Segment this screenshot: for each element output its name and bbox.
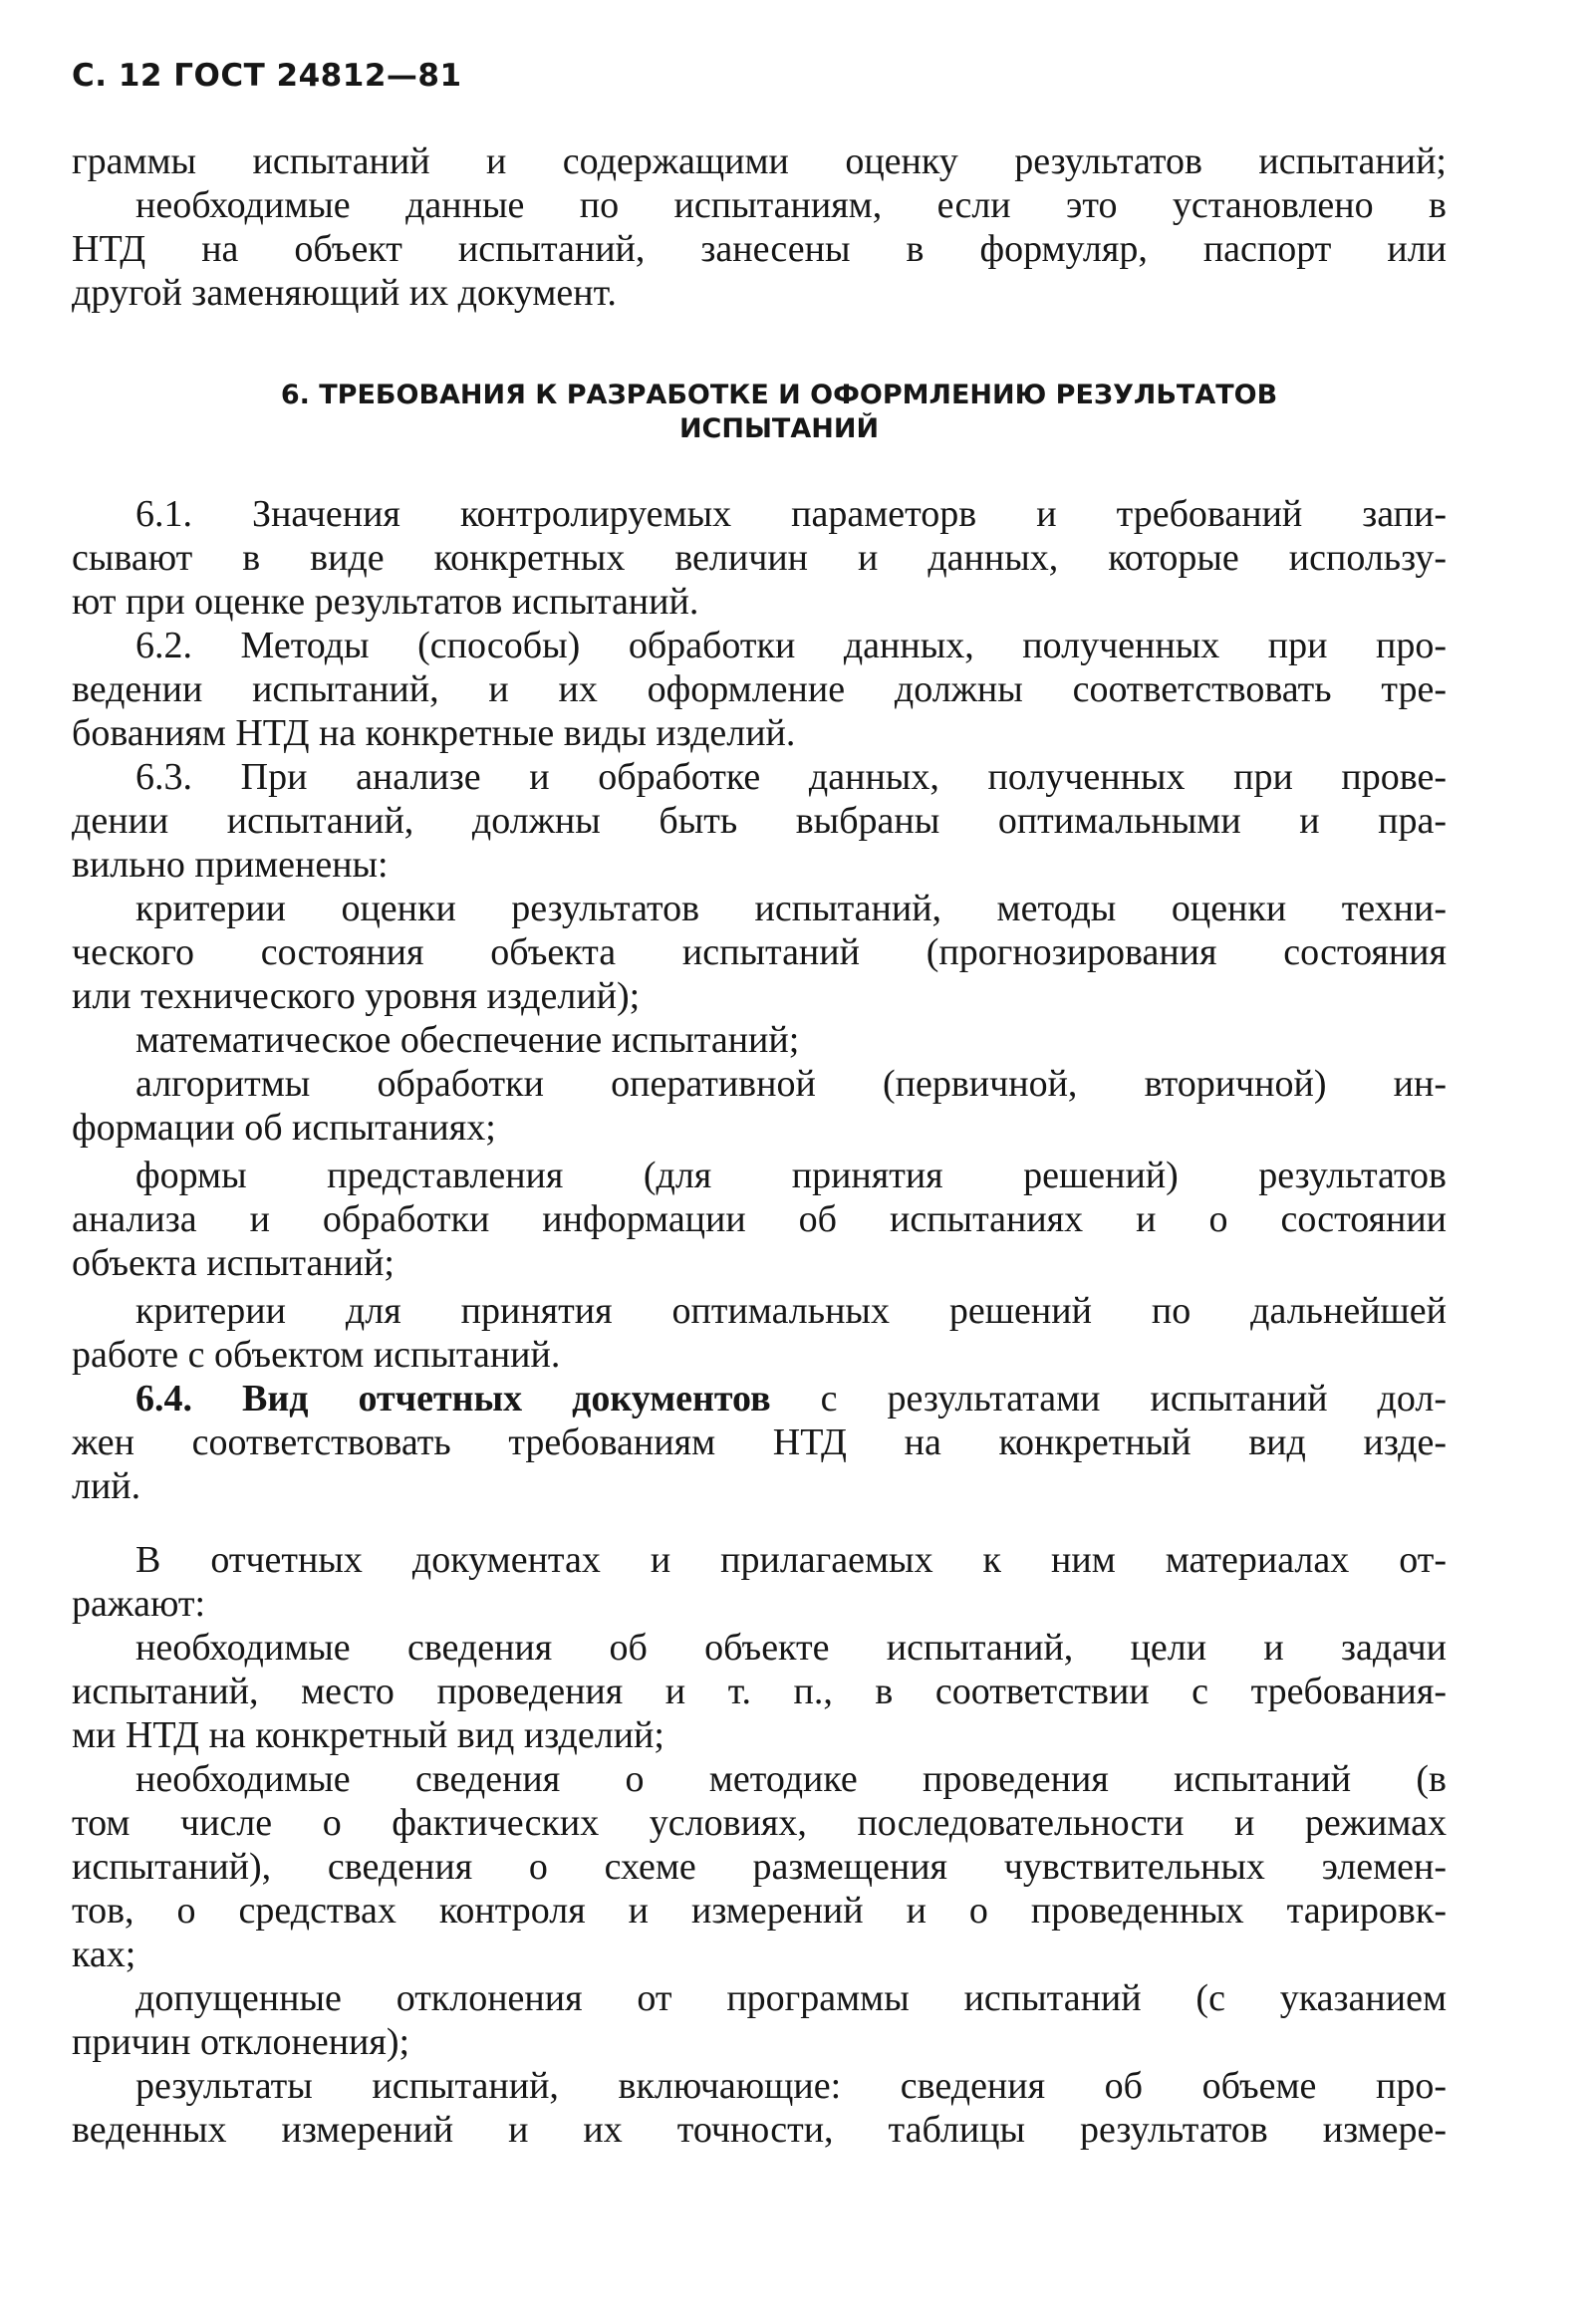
- list-item-line: необходимые сведения об объекте испытаний, цели и задачи: [135, 1627, 1447, 1669]
- list-item-line: веденных измерений и их точности, таблицы результатов измере-: [72, 2109, 1447, 2151]
- text-line: сывают в виде конкретных величин и данных, которые использу-: [72, 537, 1447, 579]
- clause-lead-rest: с результатами испытаний дол-: [770, 1378, 1447, 1420]
- text-line: ют при оценке результатов испытаний.: [72, 581, 699, 623]
- list-item-line: математическое обеспечение испытаний;: [135, 1019, 800, 1061]
- text-line: дении испытаний, должны быть выбраны оптимальными и пра-: [72, 800, 1447, 842]
- list-item-line: формы представления (для принятия решений) результатов: [135, 1155, 1447, 1196]
- list-item-line: или технического уровня изделий);: [72, 975, 641, 1017]
- page-header: С. 12 ГОСТ 24812—81: [72, 58, 462, 94]
- list-item-line: допущенные отклонения от программы испытаний (с указанием: [135, 1977, 1447, 2019]
- list-item-line: причин отклонения);: [72, 2021, 410, 2063]
- clause-lead: 6.4. Вид отчетных документов: [135, 1378, 771, 1420]
- list-item-line: ках;: [72, 1934, 136, 1975]
- text-line: вильно применены:: [72, 844, 389, 886]
- clause-6-4: [72, 1377, 1447, 1508]
- clause-6-2: [72, 624, 1447, 755]
- text-line: 6.1. Значения контролируемых параметорв и требований запи-: [135, 493, 1447, 535]
- list-item-line: критерии оценки результатов испытаний, методы оценки техни-: [135, 888, 1447, 929]
- clause-6-3: [72, 755, 1447, 1377]
- text-line: НТД на объект испытаний, занесены в формуляр, паспорт или: [72, 228, 1447, 270]
- text-line: жен соответствовать требованиям НТД на конкретный вид изде-: [72, 1421, 1447, 1463]
- text-line: бованиям НТД на конкретные виды изделий.: [72, 712, 796, 754]
- list-item-line: результаты испытаний, включающие: сведения об объеме про-: [135, 2065, 1447, 2107]
- list-item-line: работе с объектом испытаний.: [72, 1334, 561, 1376]
- list-item-line: анализа и обработки информации об испытаниях и о состоянии: [72, 1198, 1447, 1240]
- list-item-line: алгоритмы обработки оперативной (первичной, вторичной) ин-: [135, 1063, 1447, 1105]
- list-item-line: необходимые сведения о методике проведения испытаний (в: [135, 1758, 1447, 1800]
- list-item-line: испытаний, место проведения и т. п., в соответствии с требования-: [72, 1671, 1447, 1712]
- list-item-line: том числе о фактических условиях, последовательности и режимах: [72, 1802, 1447, 1844]
- reports-block: [72, 1538, 1447, 2152]
- text-line: граммы испытаний и содержащими оценку результатов испытаний;: [72, 140, 1447, 182]
- section-heading: [72, 379, 1447, 446]
- list-item-line: тов, о средствах контроля и измерений и о проведенных тарировк-: [72, 1890, 1447, 1932]
- text-line: [72, 1377, 1447, 1420]
- text-line: В отчетных документах и прилагаемых к ним материалах от-: [135, 1539, 1447, 1581]
- list-item-line: ческого состояния объекта испытаний (прогнозирования состояния: [72, 931, 1447, 973]
- body-text: [72, 139, 1447, 2152]
- text-line: необходимые данные по испытаниям, если это установлено в: [135, 184, 1447, 226]
- section-heading-line: 6. ТРЕБОВАНИЯ К РАЗРАБОТКЕ И ОФОРМЛЕНИЮ РЕЗУЛЬТАТОВ: [280, 380, 1278, 410]
- text-line: другой заменяющий их документ.: [72, 272, 617, 314]
- intro-block: [72, 139, 1447, 315]
- list-item-line: формации об испытаниях;: [72, 1107, 496, 1149]
- text-line: 6.2. Методы (способы) обработки данных, полученных при про-: [135, 625, 1447, 666]
- text-line: 6.3. При анализе и обработке данных, полученных при прове-: [135, 756, 1447, 798]
- list-item-line: критерии для принятия оптимальных решений по дальнейшей: [135, 1290, 1447, 1332]
- list-item-line: ми НТД на конкретный вид изделий;: [72, 1714, 664, 1756]
- section-heading-line: ИСПЫТАНИЙ: [678, 413, 880, 444]
- text-line: лий.: [72, 1465, 141, 1507]
- text-line: ведении испытаний, и их оформление должны соответствовать тре-: [72, 668, 1447, 710]
- text-line: ражают:: [72, 1583, 206, 1625]
- clause-6-1: [72, 492, 1447, 624]
- list-item-line: объекта испытаний;: [72, 1242, 395, 1284]
- list-item-line: испытаний), сведения о схеме размещения чувствительных элемен-: [72, 1846, 1447, 1888]
